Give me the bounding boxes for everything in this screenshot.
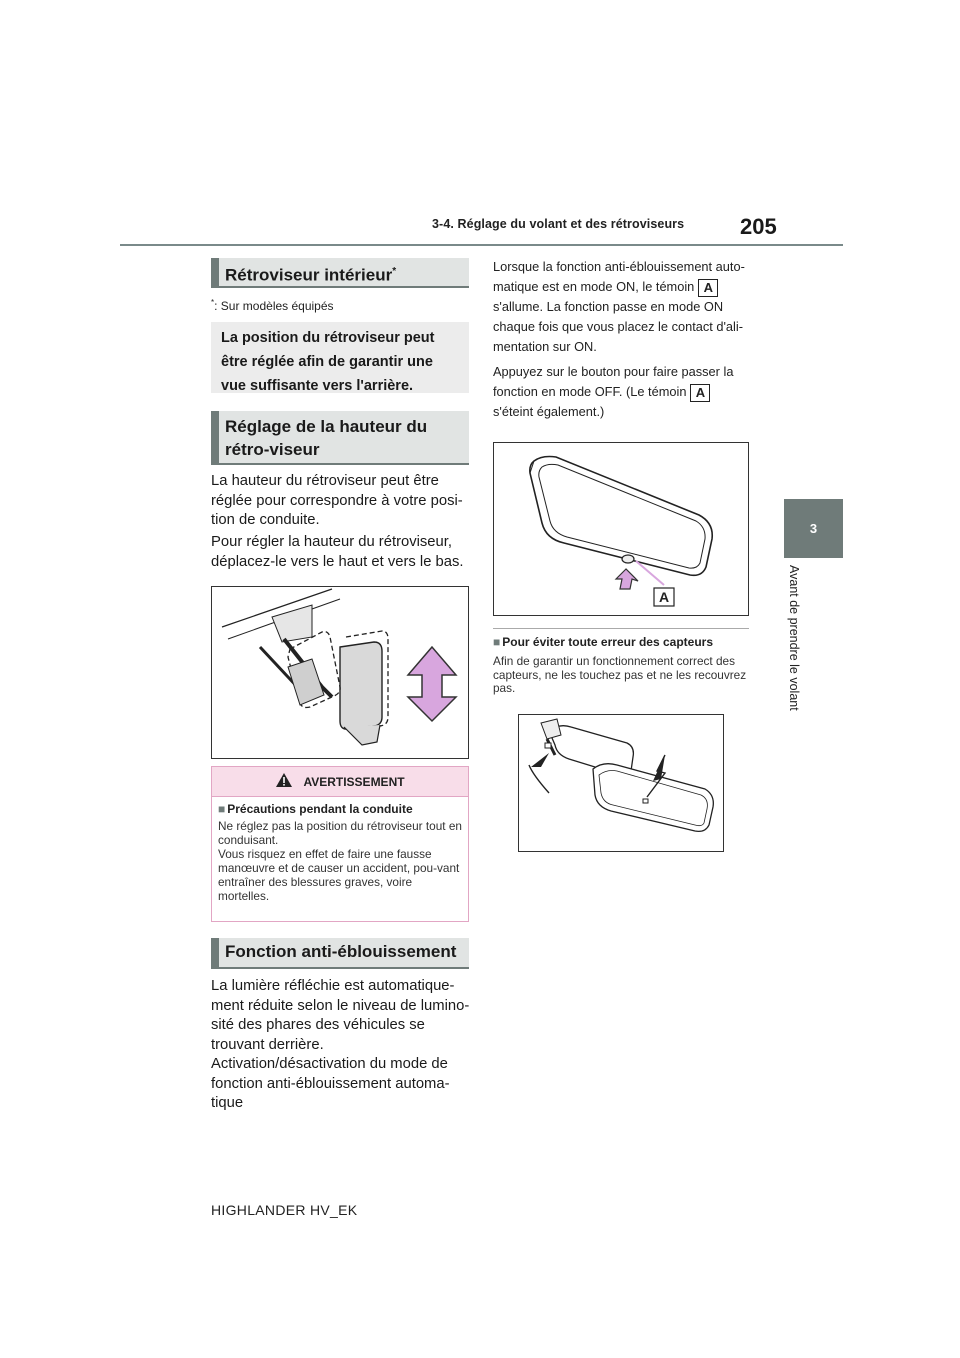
section1-title-text: Rétroviseur intérieur bbox=[225, 265, 393, 285]
right-paragraph-2 bbox=[493, 362, 753, 422]
indicator-label-box: A bbox=[698, 279, 718, 297]
section-title-interior-mirror bbox=[211, 258, 469, 288]
chapter-tab: 3 bbox=[784, 499, 843, 558]
square-bullet-icon: ■ bbox=[218, 802, 226, 816]
section1-marker: * bbox=[392, 266, 397, 277]
right-rule bbox=[493, 628, 749, 629]
indicator-label-box-2: A bbox=[690, 384, 710, 402]
section-title-height-adjust: Réglage de la hauteur du rétro-viseur bbox=[211, 411, 469, 465]
sensor-subheading-row bbox=[493, 635, 713, 649]
anti-glare-mirror-illustration bbox=[494, 443, 748, 615]
section-title-anti-glare: Fonction anti-éblouissement bbox=[211, 938, 469, 969]
right-para1-b: s'allume. La fonction passe en mode ON chaque fois que vous placez le contact d'ali-mentation sur ON. bbox=[493, 299, 744, 354]
header-rule bbox=[120, 244, 843, 246]
right-para2-a: Appuyez sur le bouton pour faire passer la fonction en mode OFF. (Le témoin bbox=[493, 364, 734, 399]
warning-heading: AVERTISSEMENT bbox=[303, 774, 405, 789]
right-paragraph-1 bbox=[493, 257, 753, 357]
right-para1-a: Lorsque la fonction anti-éblouissement auto-matique est en mode ON, le témoin bbox=[493, 259, 745, 294]
glare-paragraph-2: Activation/désactivation du mode de fonction anti-éblouissement automa-tique bbox=[211, 1056, 450, 1111]
footnote bbox=[211, 298, 334, 313]
height-paragraph-1: La hauteur du rétroviseur peut être réglée pour correspondre à votre posi-tion de conduite. bbox=[211, 473, 463, 528]
glare-paragraph-1: La lumière réfléchie est automatique-ment réduite selon le niveau de lumino-sité des phares des véhicules se trouvant derrière. bbox=[211, 978, 470, 1053]
height-paragraph-2: Pour régler la hauteur du rétroviseur, déplacez-le vers le haut et vers le bas. bbox=[211, 534, 464, 570]
chapter-label-text: Avant de prendre le volant bbox=[787, 565, 801, 711]
chapter-side-label bbox=[768, 565, 828, 765]
figure-anti-glare-mirror bbox=[493, 442, 749, 616]
figure-mirror-height bbox=[211, 586, 469, 759]
warning-subheading-row bbox=[212, 797, 468, 816]
figure-label-a: A bbox=[658, 589, 670, 605]
page-number: 205 bbox=[740, 214, 777, 239]
sensor-subheading: Pour éviter toute erreur des capteurs bbox=[502, 635, 713, 649]
figure-sensor-locations bbox=[518, 714, 724, 852]
right-para2-b: s'éteint également.) bbox=[493, 404, 605, 419]
warning-header bbox=[212, 767, 468, 797]
footnote-marker: * bbox=[211, 298, 215, 307]
warning-box bbox=[211, 766, 469, 922]
warning-triangle-icon bbox=[275, 772, 293, 791]
footnote-text: : Sur modèles équipés bbox=[214, 299, 334, 313]
warning-body bbox=[212, 816, 468, 903]
running-header-title: 3-4. Réglage du volant et des rétroviseurs bbox=[432, 217, 685, 231]
warning-body-line-2: Vous risquez en effet de faire une fausse manœuvre et de causer un accident, pou-vant entraîner des blessures graves, voire mortelles. bbox=[218, 847, 460, 903]
warning-subheading: Précautions pendant la conduite bbox=[227, 802, 413, 816]
intro-box: La position du rétroviseur peut être réglée afin de garantir une vue suffisante vers l'arrière. bbox=[211, 322, 469, 393]
mirror-height-illustration bbox=[212, 587, 468, 758]
square-bullet-icon: ■ bbox=[493, 635, 501, 649]
footer-model: HIGHLANDER HV_EK bbox=[211, 1202, 358, 1218]
sensor-body: Afin de garantir un fonctionnement correct des capteurs, ne les touchez pas et ne les recouvrez pas. bbox=[493, 654, 747, 695]
warning-body-line-1: Ne réglez pas la position du rétroviseur tout en conduisant. bbox=[218, 819, 462, 847]
sensor-illustration bbox=[519, 715, 723, 851]
